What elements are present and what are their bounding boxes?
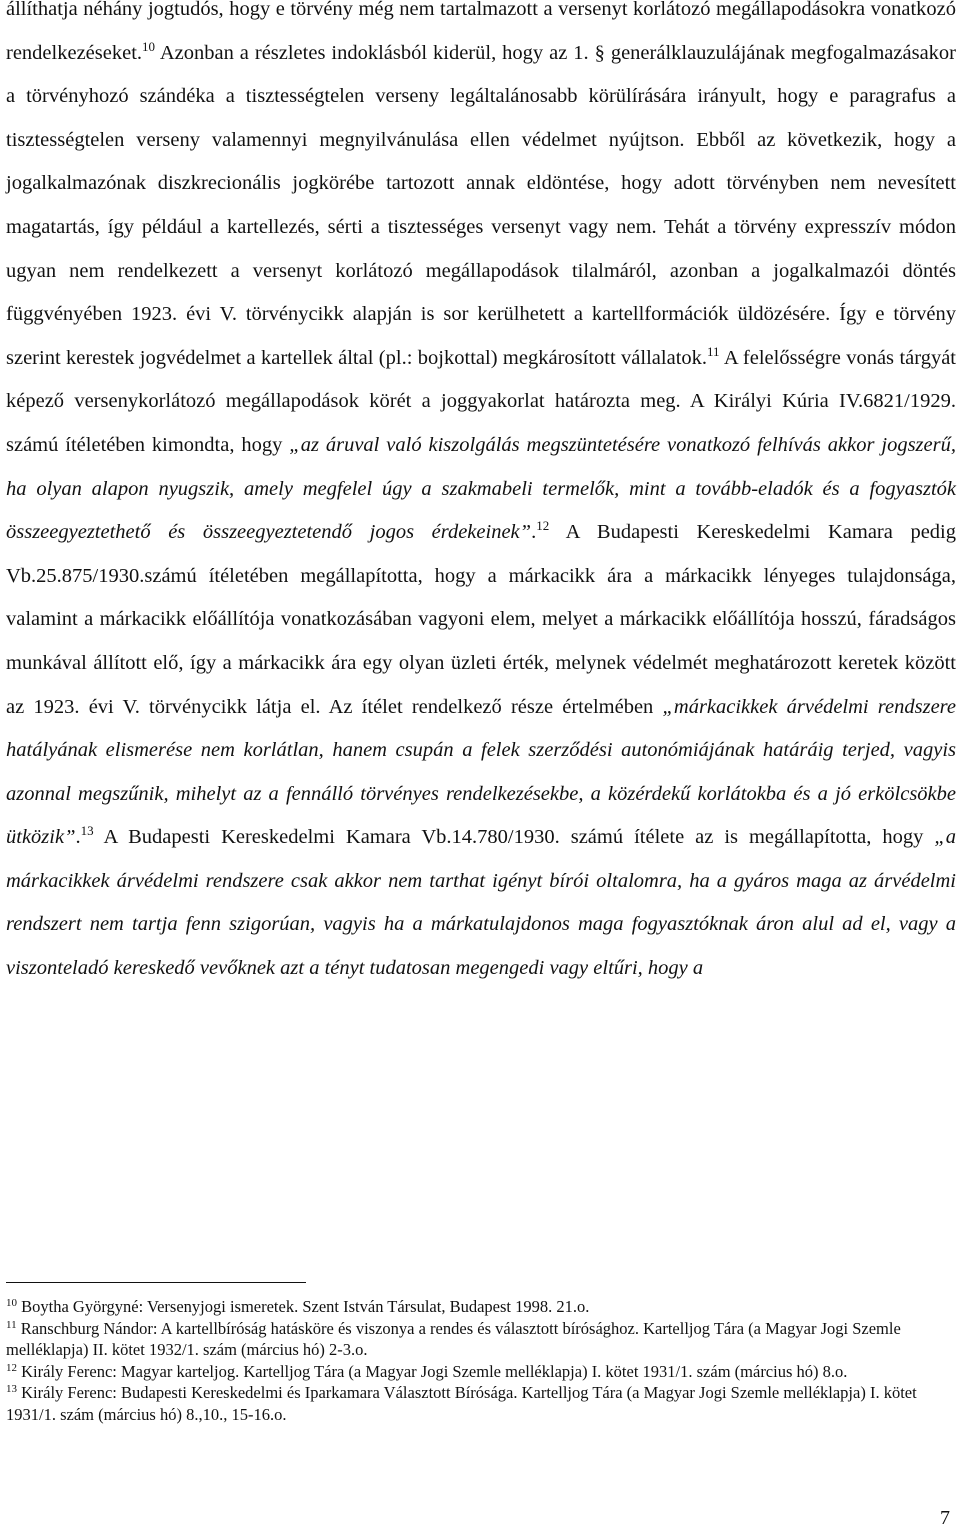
footnote-number: 11 — [6, 1318, 17, 1331]
footnote — [6, 1318, 952, 1361]
text-run: Azonban a részletes indoklásból kiderül, hogy az 1. § generálklauzulájának megfogalmazásakor a törvényhozó szándéka a tisztességtelen verseny legáltalánosabb körülírására irányult, hogy e paragrafus a tisztességtelen verseny valamennyi megnyilvánulása ellen védelmet nyújtson. Ebből az következik, hogy a jogalkalmazónak diszkrecionális jogkörébe tartozott annak eldöntése, hogy adott törvényben nem nevesített magatartás, így például a kartellezés, sérti a tisztességes versenyt vagy nem. Tehát a törvény expresszív módon ugyan nem rendelkezett a versenyt korlátozó megállapodások tilalmáról, azonban a jogalkalmazói döntés függvényében 1923. évi V. törvénycikk alapján is sor kerülhetett a kartellformációk üldözésére. Így e törvény szerint kerestek jogvédelmet a kartellek által (pl.: bojkottal) megkárosított vállalatok. — [6, 41, 956, 369]
footnotes — [6, 1296, 952, 1426]
footnote-ref: 11 — [707, 343, 720, 359]
footnote-ref: 10 — [142, 38, 156, 54]
paragraph — [6, 0, 956, 991]
footnote-text: Király Ferenc: Budapesti Kereskedelmi és Iparkamara Választott Bírósága. Kartelljog Tára (a Magyar Jogi Szemle melléklapja) I. kötet 1931/1. szám (március hó) 8.,10., 15-16.o. — [6, 1383, 917, 1424]
body-text — [6, 0, 956, 991]
text-run: A felelősségre vonás tárgyát képező versenykorlátozó megállapodások körét a joggyakorlat határozta meg. A Királyi Kúria IV.6821/1929. számú ítéletében kimondta, hogy — [6, 346, 956, 456]
footnote-text: Boytha Györgyné: Versenyjogi ismeretek. Szent István Társulat, Budapest 1998. 21.o. — [17, 1297, 590, 1316]
italic-quote: „a márkacikkek árvédelmi rendszere csak akkor nem tarthat igényt bírói oltalomra, ha a gyáros maga az árvédelmi rendszert nem tartja fenn szigorúan, vagyis ha a márkatulajdonos maga fogyasztóknak áron alul ad el, vagy a viszonteladó kereskedő vevőknek azt a tényt tudatosan megengedi vagy eltűri, hogy a — [6, 826, 956, 980]
footnote-number: 12 — [6, 1361, 17, 1374]
footnote-ref: 13 — [80, 823, 94, 839]
footnote-text: Király Ferenc: Magyar karteljog. Kartelljog Tára (a Magyar Jogi Szemle melléklapja) I. kötet 1931/1. szám (március hó) 8.o. — [17, 1361, 848, 1381]
text-run: A Budapesti Kereskedelmi Kamara Vb.14.780/1930. számú ítélete az is megállapította, hogy — [93, 826, 935, 849]
page-number: 7 — [940, 1507, 950, 1529]
footnote — [6, 1382, 952, 1425]
footnote — [6, 1296, 952, 1318]
footnote-separator — [6, 1282, 306, 1283]
italic-quote: „az áruval való kiszolgálás megszüntetésére vonatkozó felhívás akkor jogszerű, ha olyan alapon nyugszik, amely megfelel úgy a szakmabeli termelők, mint a tovább-eladók és a fogyasztók összeegyeztethető és összeegyeztetendő jogos érdekeinek” — [6, 433, 956, 544]
text-run: állíthatja néhány jogtudós, hogy e törvény még nem tartalmazott a versenyt korlátozó megállapodásokra vonatkozó rendelkezéseket. — [6, 0, 956, 64]
footnote-text: Ranschburg Nándor: A kartellbíróság hatásköre és viszonya a rendes és választott bírósághoz. Kartelljog Tára (a Magyar Jogi Szemle melléklapja) II. kötet 1932/1. szám (március hó) 2-3.o. — [6, 1318, 901, 1360]
footnote — [6, 1361, 952, 1383]
text-run: . — [75, 826, 81, 849]
text-run: A Budapesti Kereskedelmi Kamara pedig Vb.25.875/1930.számú ítéletében megállapította, hogy a márkacikk ára a márkacikk lényeges tulajdonsága, valamint a márkacikk előállítója vonatkozásában vagyoni elem, melyet a márkacikk előállítója hosszú, fáradságos munkával állított elő, így a márkacikk ára egy olyan üzleti érték, melynek védelmét meghatározott keretek között az 1923. évi V. törvénycikk látja el. Az ítélet rendelkező része értelmében — [6, 521, 956, 718]
italic-quote: „márkacikkek árvédelmi rendszere hatályának elismerése nem korlátlan, hanem csupán a felek szerződési autonómiájának határáig terjed, vagyis azonnal megszűnik, mihelyt az a fennálló törvényes rendelkezésekbe, a közérdekű korlátokba és a jó erkölcsökbe ütközik” — [6, 695, 956, 849]
text-run: . — [531, 521, 537, 544]
footnote-number: 10 — [6, 1297, 17, 1309]
footnote-ref: 12 — [536, 518, 550, 534]
footnote-number: 13 — [6, 1383, 17, 1396]
